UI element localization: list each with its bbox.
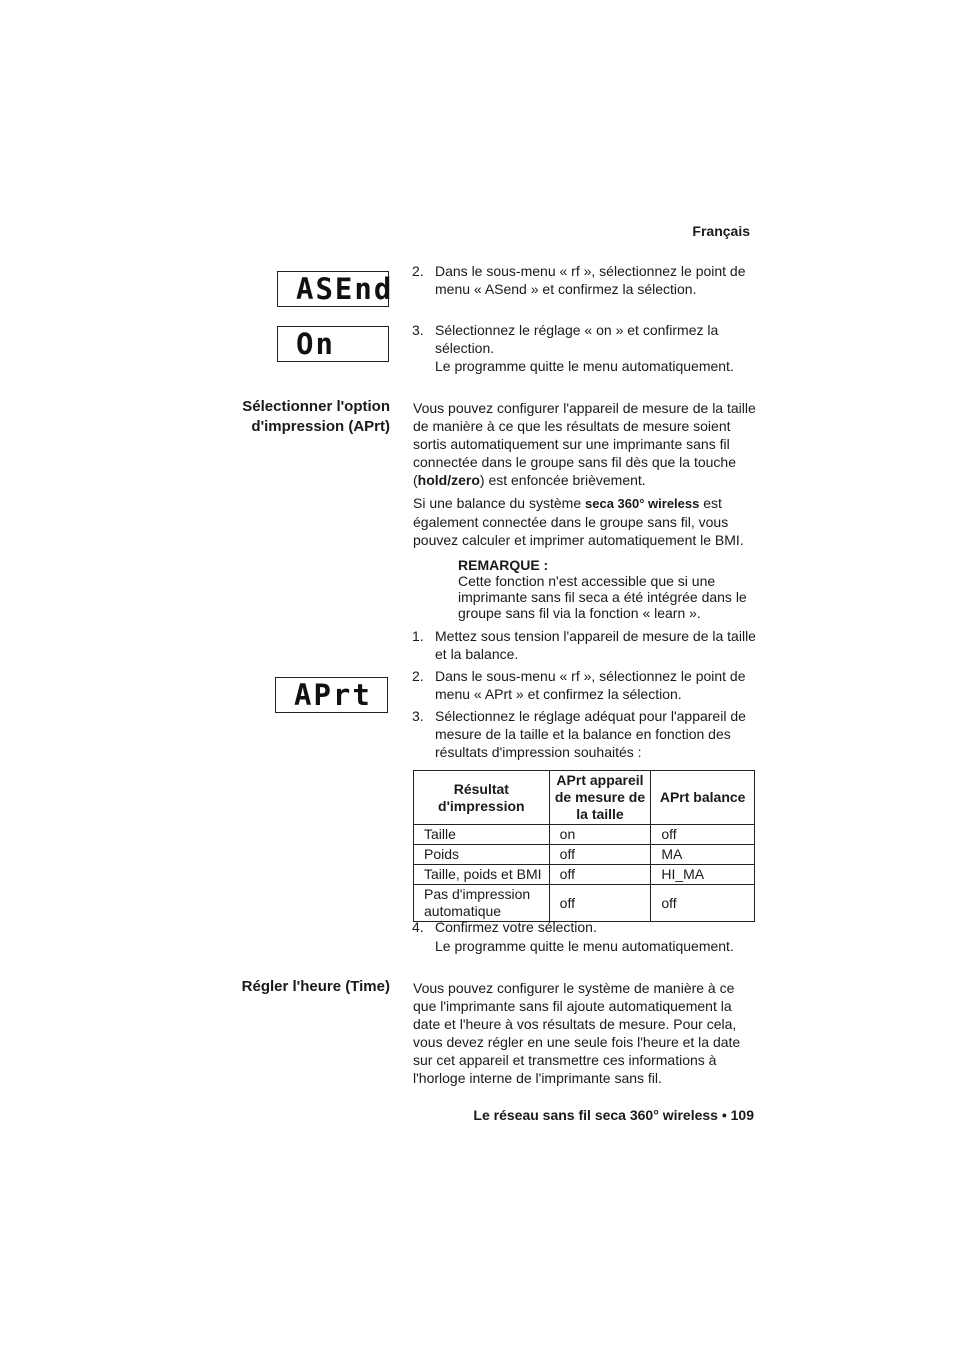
page-footer: Le réseau sans fil seca 360° wireless • 109: [473, 1107, 754, 1123]
table-row: Pas d'impression automatique off off: [414, 885, 755, 922]
note-block: REMARQUE : Cette fonction n'est accessible que si une imprimante sans fil seca a été intégrée dans le groupe sans fil via la fonction « learn ».: [458, 557, 747, 621]
lcd-display-on: On: [277, 326, 389, 362]
language-label: Français: [692, 223, 750, 239]
program-exit-note: Le programme quitte le menu automatiquement.: [435, 938, 734, 954]
lcd-display-asend: ASEnd: [277, 271, 389, 307]
section-heading-time: Régler l'heure (Time): [241, 978, 390, 995]
table-row: Taille, poids et BMI off HI_MA: [414, 865, 755, 885]
step-on: 3. Sélectionnez le réglage « on » et confirmez la sélection. Le programme quitte le menu automatiquement.: [412, 321, 757, 375]
step-asend: 2. Dans le sous-menu « rf », sélectionnez le point de menu « ASend » et confirmez la sélection.: [412, 263, 746, 297]
aprt-step-1: 1. Mettez sous tension l'appareil de mesure de la taille et la balance.: [412, 628, 756, 662]
program-exit-note: Le programme quitte le menu automatiquement.: [435, 358, 734, 374]
table-row: Taille on off: [414, 825, 755, 845]
table-header-row: [414, 771, 755, 825]
aprt-paragraph-2: Si une balance du système seca 360° wireless est également connectée dans le groupe sans fil, vous pouvez calculer et imprimer automatiquement le BMI.: [413, 495, 744, 548]
section-heading-aprt: Sélectionner l'option d'impression (APrt): [242, 398, 390, 435]
table-header: Résultat d'impression: [414, 771, 550, 825]
aprt-step-2: 2. Dans le sous-menu « rf », sélectionnez le point de menu « APrt » et confirmez la sélection.: [412, 668, 746, 702]
aprt-paragraph-1: Vous pouvez configurer l'appareil de mesure de la taille de manière à ce que les résultats de mesure soient sortis automatiquement sur une imprimante sans fil connectée dans le groupe sans fil dès que la touche (hold/zero) est enfoncée brièvement.: [413, 400, 756, 488]
print-options-table: [413, 770, 755, 922]
aprt-step-4: 4. Confirmez votre sélection. Le programme quitte le menu automatiquement.: [412, 918, 757, 955]
table-header: APrt appareil de mesure de la taille: [549, 771, 651, 825]
table-header: APrt balance: [651, 771, 755, 825]
time-paragraph: Vous pouvez configurer le système de manière à ce que l'imprimante sans fil ajoute automatiquement la date et l'heure à vos résultats de mesure. Pour cela, vous devez régler en une seule fois l'heure et la date sur cet appareil et transmettre ces informations à l'horloge interne de l'imprimante sans fil.: [413, 980, 741, 1086]
lcd-display-aprt: APrt: [275, 677, 388, 713]
aprt-step-3: 3. Sélectionnez le réglage adéquat pour l'appareil de mesure de la taille et la balance en fonction des résultats d'impression souhaités :: [412, 708, 746, 760]
table-row: Poids off MA: [414, 845, 755, 865]
